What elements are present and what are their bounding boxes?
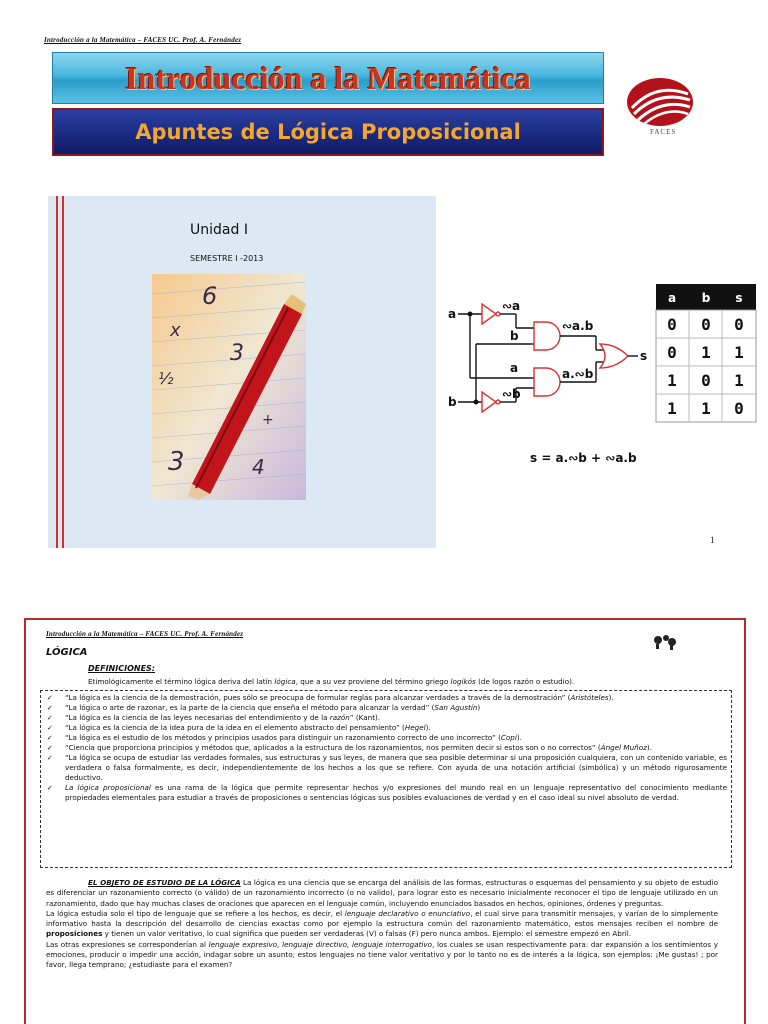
svg-text:+: +	[262, 412, 274, 428]
and-bottom-output-label: a.∾b	[562, 367, 594, 381]
truth-table-cell: 1	[734, 343, 744, 362]
truth-table-cell: 0	[667, 315, 677, 334]
body-text	[46, 878, 718, 971]
definition-item: ✓ “La lógica o arte de razonar, es la parte de la ciencia que enseña el método para alcanzar la verdad” (San Agustín)	[47, 703, 481, 712]
truth-table-cell: 1	[667, 399, 677, 418]
definition-item: ✓ “La lógica se ocupa de estudiar las verdades formales, sus estructuras y sus leyes, de manera que sea posible determinar si una proposición cualquiera, con un contenido variable, es verdadera o falsa formalmente, es decir, independientemente de los hechos a los que se refiere. Con ayuda de una notación artificial (simbólica) y un método rigurosamente deductivo.	[47, 753, 727, 782]
svg-text:x: x	[170, 320, 181, 341]
ornament-icon	[652, 632, 678, 650]
truth-table-cell: 0	[734, 315, 744, 334]
truth-table	[656, 284, 756, 422]
definitions-box	[40, 690, 732, 868]
svg-text:3: 3	[230, 341, 244, 366]
logic-circuit-diagram	[446, 282, 760, 472]
check-icon: ✓	[47, 734, 53, 742]
circuit-formula: s = a.∾b + ∾a.b	[530, 451, 637, 465]
svg-text:6: 6	[202, 282, 218, 310]
check-icon: ✓	[47, 704, 53, 712]
definition-item: ✓ La lógica proposicional es una rama de la lógica que permite representar hechos y/o expresiones del mundo real en un lenguaje representativo del conocimiento mediante propiedades elementales para estudiar a través de proposiciones o sentencias lógicas sus posibles evaluaciones de verdad y en el caso ideal su nivel absoluto de verdad.	[47, 783, 727, 802]
truth-table-cell: 0	[667, 343, 677, 362]
running-header: Introducción a la Matemática – FACES UC. Prof. A. Fernández	[44, 36, 242, 44]
check-icon: ✓	[47, 714, 53, 722]
running-header: Introducción a la Matemática – FACES UC. Prof. A. Fernández	[46, 630, 244, 638]
wire-a-label: a	[510, 361, 519, 375]
truth-table-cell: 1	[701, 343, 711, 362]
section-title: LÓGICA	[46, 647, 88, 658]
page-number: 1	[710, 535, 715, 545]
input-b-label: b	[448, 395, 457, 409]
not-b-label: ∾b	[502, 387, 521, 401]
unit-title: Unidad I	[190, 222, 248, 238]
svg-text:4: 4	[252, 455, 265, 479]
wire-b-label: b	[510, 329, 519, 343]
semester-label: SEMESTRE I -2013	[190, 254, 264, 263]
subtitle-banner	[52, 108, 604, 156]
check-icon: ✓	[47, 784, 53, 792]
truth-table-header: a	[667, 291, 677, 305]
not-a-label: ∾a	[502, 299, 521, 313]
truth-table-cell: 1	[734, 371, 744, 390]
paragraph: La lógica estudia solo el tipo de lenguaje que se refiere a los hechos, es decir, el lenguaje declarativo o enunciativo, el cual sirve para transmitir mensajes, y varían de lo simplemente informativo hasta la descripción del desarrollo de ciencias exactas como por ejemplo la estructura común del razonamiento matemático, estos mensajes reciben el nombre de proposiciones y tienen un valor veritativo, lo cual significa que pueden ser verdaderas (V) o falsas (F) pero nunca ambos. Ejemplo: el semestre empezó en Abril.	[46, 908, 718, 939]
definition-item: ✓ “Ciencia que proporciona principios y métodos que, aplicados a la estructura de los razonamientos, nos permiten decir si estos son o no correctos” (Ángel Muñoz).	[47, 743, 652, 752]
check-icon: ✓	[47, 724, 53, 732]
input-a-label: a	[448, 307, 457, 321]
output-s-label: s	[640, 349, 648, 363]
definitions-heading: DEFINICIONES:	[88, 664, 155, 673]
definition-item: ✓ “La lógica es la ciencia de la demostración, pues sólo se preocupa de formular reglas para alcanzar verdades a través de la demostración” (Aristóteles).	[47, 693, 614, 702]
svg-text:3: 3	[168, 447, 185, 477]
and-top-output-label: ∾a.b	[562, 319, 594, 333]
definition-item: ✓ “La lógica es el estudio de los métodos y principios usados para distinguir un razonamiento correcto de uno incorrecto” (Copi).	[47, 733, 522, 742]
etymology-paragraph: Etimológicamente el término lógica deriva del latín lógica, que a su vez proviene del término griego logikós (de logos razón o estudio).	[88, 677, 575, 686]
truth-table-cell: 1	[701, 399, 711, 418]
svg-text:½: ½	[158, 369, 174, 388]
check-icon: ✓	[47, 744, 53, 752]
truth-table-cell: 1	[667, 371, 677, 390]
check-icon: ✓	[47, 694, 53, 702]
check-icon: ✓	[47, 754, 53, 762]
object-paragraph: EL OBJETO DE ESTUDIO DE LA LÓGICA La lógica es una ciencia que se encarga del análisis de las formas, estructuras o esquemas del pensamiento y su objeto de estudio es diferenciar un razonamiento correcto (o válido) de un razonamiento incorrecto (o no valido), para lograr esto es necesario inicialmente reconocer el tipo de lenguaje utilizado en un razonamiento, dado que hay muchas clases de oraciones que aparecen en el lenguaje común, incluyendo enunciados basados en hechos, opiniones, órdenes y preguntas.	[46, 878, 718, 908]
panel-rule	[62, 196, 64, 548]
pencil-math-photo	[152, 274, 306, 500]
paragraph: Las otras expresiones se corresponderían al lenguaje expresivo, lenguaje directivo, lenguaje interrogativo, los cuales se usan respectivamente para: dar expansión a los sentimientos y emociones, producir o impedir una acción, indagar sobre un asunto; estos lenguajes no tiene valor veritativo y por lo tanto no es de interés a la lógica, son ejemplos: ¡Me gustas! ; por favor, llega temprano; ¿estudiaste para el examen?	[46, 939, 718, 970]
definition-item: ✓ “La lógica es la ciencia de la idea pura de la idea en el elemento abstracto del pensamiento” (Hegel).	[47, 723, 431, 732]
content-page	[24, 618, 746, 1024]
truth-table-header: s	[735, 291, 743, 305]
title-banner	[52, 52, 604, 104]
truth-table-header: b	[701, 291, 711, 305]
panel-rule	[56, 196, 58, 548]
object-heading: EL OBJETO DE ESTUDIO DE LA LÓGICA	[88, 878, 241, 887]
logo-text: FACES	[650, 128, 677, 136]
unit-panel	[48, 196, 436, 548]
definitions-heading-colon: :	[151, 664, 155, 673]
document-subtitle: Apuntes de Lógica Proposicional	[135, 120, 521, 144]
truth-table-cell: 0	[701, 315, 711, 334]
truth-table-cell: 0	[701, 371, 711, 390]
truth-table-cell: 0	[734, 399, 744, 418]
definition-item: ✓ “La lógica es la ciencia de las leyes necesarias del entendimiento y de la razón” (Kant).	[47, 713, 381, 722]
document-title: Introducción a la Matemática	[125, 59, 531, 96]
